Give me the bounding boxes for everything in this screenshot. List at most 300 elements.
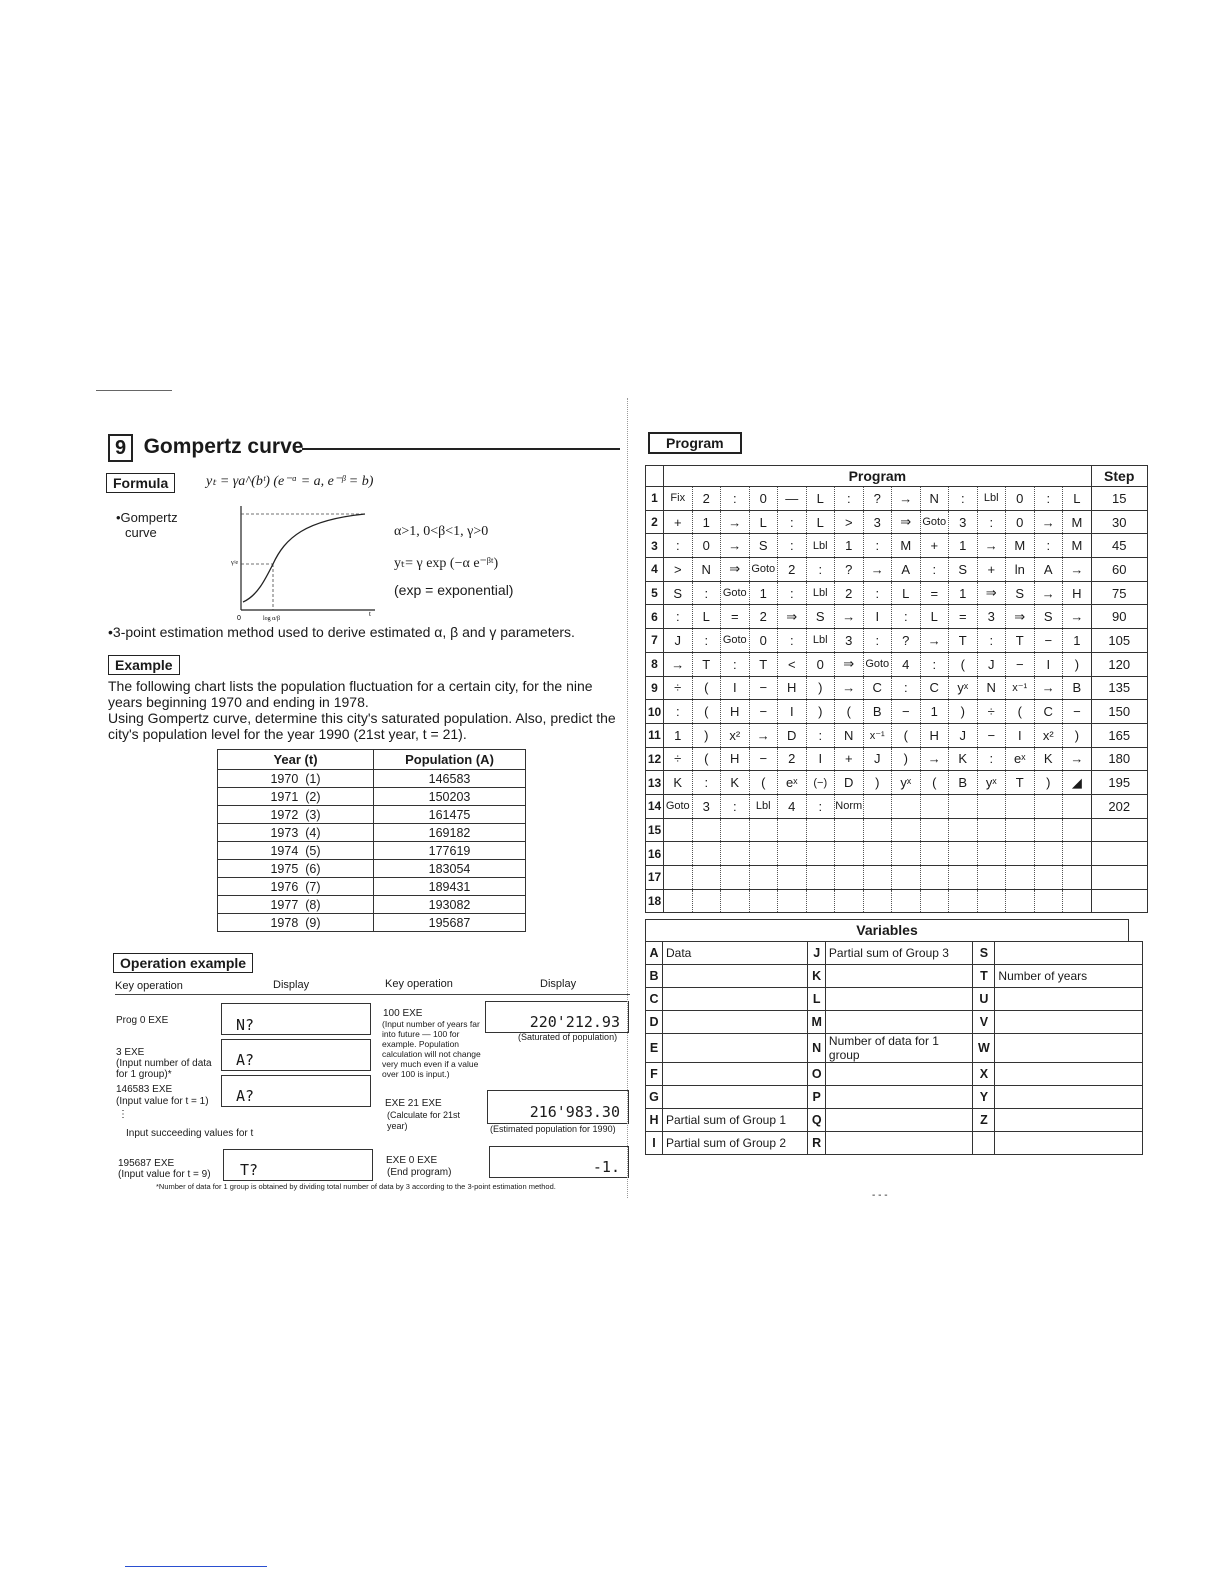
program-cell: J <box>977 652 1006 676</box>
program-table <box>645 465 1148 913</box>
program-cell: N <box>920 487 949 511</box>
program-cell: − <box>892 700 921 724</box>
program-cell: : <box>1034 487 1063 511</box>
program-cell <box>1034 818 1063 842</box>
pop-cell-population: 183054 <box>374 860 526 878</box>
program-cell <box>977 842 1006 866</box>
program-cell: : <box>721 652 750 676</box>
program-cell: − <box>977 723 1006 747</box>
program-cell <box>692 842 721 866</box>
program-cell <box>806 818 835 842</box>
program-cell: ) <box>1063 652 1092 676</box>
op-right-3-keys: EXE 0 EXE <box>386 1155 438 1166</box>
lcd-right-2-text: 216'983.30 <box>529 1103 620 1121</box>
program-cell: M <box>1006 534 1035 558</box>
pop-header-year: Year (t) <box>218 750 374 770</box>
pop-cell-year: 1978 (9) <box>218 914 374 932</box>
program-cell: M <box>1063 534 1092 558</box>
curve-caption-line-2: curve <box>125 525 157 540</box>
lcd-right-1-caption: (Saturated of population) <box>518 1032 618 1042</box>
program-cell: ( <box>692 700 721 724</box>
program-cell: 3 <box>949 510 978 534</box>
program-cell <box>1034 842 1063 866</box>
variable-letter: O <box>808 1063 825 1086</box>
program-cell <box>806 842 835 866</box>
program-cell <box>664 889 693 913</box>
program-row <box>646 676 1148 700</box>
pop-cell-population: 169182 <box>374 824 526 842</box>
program-cell: S <box>664 581 693 605</box>
pop-cell-year: 1977 (8) <box>218 896 374 914</box>
op-left-3-note: (Input value for t = 1) <box>116 1096 209 1107</box>
variable-description: Data <box>662 942 808 965</box>
program-cell: S <box>1034 605 1063 629</box>
program-cell <box>1063 889 1092 913</box>
program-cell <box>806 889 835 913</box>
program-row-number: 5 <box>646 581 664 605</box>
program-cell: Goto <box>721 629 750 653</box>
variable-row <box>646 965 1143 988</box>
lcd-left-4-text: T? <box>240 1161 259 1179</box>
program-row <box>646 510 1148 534</box>
program-cell <box>977 889 1006 913</box>
program-row-number: 12 <box>646 747 664 771</box>
variable-letter: B <box>646 965 663 988</box>
curve-axis-y-label: γ/e <box>231 560 238 566</box>
program-cell: → <box>920 629 949 653</box>
program-cell: K <box>664 771 693 795</box>
program-cell <box>1063 794 1092 818</box>
program-step: 202 <box>1091 794 1147 818</box>
variable-letter: L <box>808 988 825 1011</box>
pop-header-population: Population (A) <box>374 750 526 770</box>
operation-example-label: Operation example <box>113 953 253 973</box>
lcd-left-3 <box>221 1075 371 1107</box>
program-cell: Lbl <box>806 534 835 558</box>
col-key-operation-2: Key operation <box>385 978 453 990</box>
program-cell <box>920 866 949 890</box>
program-cell: ? <box>863 487 892 511</box>
program-cell: → <box>1034 581 1063 605</box>
program-cell: − <box>1006 652 1035 676</box>
col-key-operation-1: Key operation <box>115 980 183 992</box>
program-cell: ⇒ <box>977 581 1006 605</box>
program-cell <box>749 866 778 890</box>
program-cell: ln <box>1006 558 1035 582</box>
pop-row <box>218 860 526 878</box>
program-cell: ) <box>949 700 978 724</box>
program-cell: ( <box>692 676 721 700</box>
program-cell: : <box>977 510 1006 534</box>
program-row <box>646 558 1148 582</box>
pop-cell-year: 1971 (2) <box>218 788 374 806</box>
program-step: 180 <box>1091 747 1147 771</box>
lcd-right-3 <box>489 1146 629 1178</box>
program-cell <box>977 794 1006 818</box>
program-cell: ÷ <box>664 747 693 771</box>
program-cell: — <box>778 487 807 511</box>
program-cell: 3 <box>835 629 864 653</box>
program-cell: : <box>778 581 807 605</box>
variable-letter: U <box>973 988 995 1011</box>
program-cell: ⇒ <box>721 558 750 582</box>
program-cell: H <box>778 676 807 700</box>
program-cell: → <box>1034 510 1063 534</box>
program-row-number: 18 <box>646 889 664 913</box>
program-cell: Norm <box>835 794 864 818</box>
variable-description <box>825 1132 973 1155</box>
program-row-number: 3 <box>646 534 664 558</box>
program-cell: ◢ <box>1063 771 1092 795</box>
program-row-number: 9 <box>646 676 664 700</box>
program-cell: : <box>977 747 1006 771</box>
program-cell: ÷ <box>664 676 693 700</box>
program-cell: L <box>920 605 949 629</box>
variable-letter: G <box>646 1086 663 1109</box>
program-cell: ? <box>835 558 864 582</box>
op-left-4-note: (Input value for t = 9) <box>118 1169 211 1180</box>
program-cell: 1 <box>835 534 864 558</box>
program-cell: : <box>920 652 949 676</box>
variable-letter: V <box>973 1011 995 1034</box>
program-cell: : <box>863 581 892 605</box>
lcd-right-2 <box>487 1090 629 1124</box>
prog-header-program: Program <box>664 466 1092 487</box>
program-cell: Lbl <box>749 794 778 818</box>
program-cell: 2 <box>692 487 721 511</box>
program-cell: 0 <box>749 629 778 653</box>
program-cell: eˣ <box>1006 747 1035 771</box>
program-cell: → <box>721 510 750 534</box>
program-cell: → <box>1063 747 1092 771</box>
variable-letter: N <box>808 1034 825 1063</box>
program-cell: + <box>920 534 949 558</box>
program-cell <box>949 889 978 913</box>
variable-letter: E <box>646 1034 663 1063</box>
program-cell: : <box>664 534 693 558</box>
program-cell <box>721 842 750 866</box>
program-cell: L <box>806 510 835 534</box>
program-cell <box>778 818 807 842</box>
program-row <box>646 534 1148 558</box>
program-cell: : <box>692 771 721 795</box>
program-cell: → <box>835 676 864 700</box>
program-cell <box>892 818 921 842</box>
program-cell: 2 <box>835 581 864 605</box>
program-cell: T <box>1006 771 1035 795</box>
program-row <box>646 889 1148 913</box>
program-cell: J <box>949 723 978 747</box>
program-cell: 3 <box>863 510 892 534</box>
program-label: Program <box>648 432 742 454</box>
op-right-3-note: (End program) <box>387 1167 452 1178</box>
variable-description <box>995 1011 1143 1034</box>
pop-cell-year: 1974 (5) <box>218 842 374 860</box>
gompertz-curve-graph <box>225 498 385 626</box>
program-cell <box>749 842 778 866</box>
program-cell <box>664 818 693 842</box>
program-cell <box>1034 889 1063 913</box>
variable-description: Number of data for 1 group <box>825 1034 973 1063</box>
pop-row <box>218 788 526 806</box>
program-cell <box>806 866 835 890</box>
program-cell <box>863 866 892 890</box>
program-cell: : <box>863 629 892 653</box>
program-row-number: 13 <box>646 771 664 795</box>
program-cell: → <box>977 534 1006 558</box>
program-cell: I <box>721 676 750 700</box>
program-cell: B <box>1063 676 1092 700</box>
program-cell: : <box>692 581 721 605</box>
program-cell <box>892 794 921 818</box>
program-cell: ) <box>863 771 892 795</box>
program-cell <box>949 866 978 890</box>
op-right-1-keys: 100 EXE <box>383 1008 423 1019</box>
program-cell: → <box>920 747 949 771</box>
program-cell: I <box>1034 652 1063 676</box>
program-cell: > <box>664 558 693 582</box>
lcd-right-2-caption: (Estimated population for 1990) <box>490 1124 616 1134</box>
variable-letter: P <box>808 1086 825 1109</box>
curve-axis-x-label: log α/β <box>263 616 281 622</box>
variable-letter: F <box>646 1063 663 1086</box>
program-cell: 0 <box>806 652 835 676</box>
program-row <box>646 866 1148 890</box>
lcd-left-1-text: N? <box>236 1016 255 1034</box>
program-cell: + <box>835 747 864 771</box>
program-cell: H <box>721 747 750 771</box>
lcd-right-1 <box>485 1001 629 1033</box>
condition-1: α>1, 0<β<1, γ>0 <box>394 524 489 539</box>
col-display-1: Display <box>273 979 310 991</box>
program-cell: 1 <box>664 723 693 747</box>
variable-description <box>825 988 973 1011</box>
program-step: 75 <box>1091 581 1147 605</box>
program-cell: : <box>806 794 835 818</box>
program-cell: x⁻¹ <box>1006 676 1035 700</box>
variable-description <box>825 1011 973 1034</box>
program-cell: : <box>892 605 921 629</box>
variable-letter: Q <box>808 1109 825 1132</box>
variable-description <box>995 1063 1143 1086</box>
program-cell: → <box>664 652 693 676</box>
example-text-1: The following chart lists the population fluctuation for a certain city, for the nine years beginning 1970 and ending in 1978. <box>108 678 593 710</box>
program-cell: 0 <box>1006 487 1035 511</box>
program-step: 60 <box>1091 558 1147 582</box>
program-cell: : <box>664 605 693 629</box>
program-cell: T <box>692 652 721 676</box>
program-cell: T <box>949 629 978 653</box>
variable-description <box>662 1034 808 1063</box>
variable-description <box>662 1011 808 1034</box>
program-cell: N <box>977 676 1006 700</box>
curve-caption <box>116 510 178 540</box>
op-left-2-keys: 3 EXE <box>116 1047 145 1058</box>
variable-row <box>646 1132 1143 1155</box>
program-cell: A <box>892 558 921 582</box>
program-step: 150 <box>1091 700 1147 724</box>
variables-table <box>645 941 1143 1155</box>
program-row <box>646 771 1148 795</box>
program-cell: B <box>949 771 978 795</box>
pop-row <box>218 770 526 788</box>
variable-letter: T <box>973 965 995 988</box>
op-right-2-note: (Calculate for 21st year) <box>387 1110 461 1131</box>
program-cell: I <box>806 747 835 771</box>
program-cell: → <box>721 534 750 558</box>
program-cell: Goto <box>920 510 949 534</box>
program-cell <box>1006 818 1035 842</box>
program-cell: + <box>977 558 1006 582</box>
program-cell: − <box>749 700 778 724</box>
program-row-number: 1 <box>646 487 664 511</box>
variable-description: Partial sum of Group 1 <box>662 1109 808 1132</box>
program-cell: : <box>892 676 921 700</box>
program-cell: 1 <box>692 510 721 534</box>
bottom-dashes: ‐ ‐ ‐ <box>872 1190 888 1201</box>
program-cell: H <box>1063 581 1092 605</box>
program-cell <box>721 889 750 913</box>
example-label: Example <box>108 655 180 675</box>
program-cell: ) <box>1063 723 1092 747</box>
op-right-1-note: (Input number of years far into future — 100 for example. Population calculation will not change very much even if a value over 100 is input.) <box>382 1019 481 1079</box>
program-cell: 2 <box>749 605 778 629</box>
variable-letter: Z <box>973 1109 995 1132</box>
program-cell <box>1006 842 1035 866</box>
variable-letter: I <box>646 1132 663 1155</box>
program-step: 165 <box>1091 723 1147 747</box>
program-cell: yˣ <box>977 771 1006 795</box>
program-step: 90 <box>1091 605 1147 629</box>
program-cell: : <box>778 629 807 653</box>
variable-letter <box>973 1132 995 1155</box>
program-step: 30 <box>1091 510 1147 534</box>
program-row-number: 17 <box>646 866 664 890</box>
variable-letter: D <box>646 1011 663 1034</box>
variable-description: Number of years <box>995 965 1143 988</box>
pop-cell-population: 150203 <box>374 788 526 806</box>
program-cell: x² <box>1034 723 1063 747</box>
program-cell: ⇒ <box>1006 605 1035 629</box>
variable-letter: A <box>646 942 663 965</box>
program-row-number: 10 <box>646 700 664 724</box>
program-cell: H <box>920 723 949 747</box>
program-cell <box>778 889 807 913</box>
program-cell: L <box>1063 487 1092 511</box>
program-cell <box>863 889 892 913</box>
program-row-number: 16 <box>646 842 664 866</box>
program-cell: ) <box>806 700 835 724</box>
program-cell: 1 <box>949 581 978 605</box>
variable-row <box>646 1063 1143 1086</box>
program-cell: S <box>949 558 978 582</box>
program-cell: 3 <box>692 794 721 818</box>
pop-cell-population: 193082 <box>374 896 526 914</box>
program-cell <box>892 889 921 913</box>
op-left-3-keys: 146583 EXE <box>116 1084 173 1095</box>
variable-description <box>995 1109 1143 1132</box>
op-right-2-keys: EXE 21 EXE <box>385 1098 442 1109</box>
program-cell: ÷ <box>977 700 1006 724</box>
program-cell: yˣ <box>949 676 978 700</box>
program-cell <box>664 842 693 866</box>
program-row <box>646 723 1148 747</box>
program-cell <box>1006 889 1035 913</box>
bottom-link-rule <box>125 1566 267 1567</box>
formula-label: Formula <box>106 473 175 493</box>
program-cell: (−) <box>806 771 835 795</box>
lcd-left-1 <box>221 1003 371 1035</box>
program-cell: S <box>1006 581 1035 605</box>
heading-rule <box>302 448 620 450</box>
footnote: *Number of data for 1 group is obtained by dividing total number of data by 3 according to the 3-point estimation method. <box>156 1182 556 1191</box>
program-cell: → <box>863 558 892 582</box>
program-step <box>1091 889 1147 913</box>
lcd-right-1-text: 220'212.93 <box>529 1013 620 1031</box>
program-cell: : <box>863 534 892 558</box>
section-heading <box>108 434 303 462</box>
program-row-number: 7 <box>646 629 664 653</box>
program-cell: ) <box>892 747 921 771</box>
program-cell <box>778 866 807 890</box>
program-row-number: 6 <box>646 605 664 629</box>
program-cell: S <box>806 605 835 629</box>
program-cell: Lbl <box>977 487 1006 511</box>
program-row <box>646 794 1148 818</box>
program-row <box>646 700 1148 724</box>
variable-description <box>662 988 808 1011</box>
program-cell: − <box>749 747 778 771</box>
program-cell: ( <box>920 771 949 795</box>
variable-description <box>662 965 808 988</box>
program-cell: I <box>863 605 892 629</box>
program-cell: Goto <box>863 652 892 676</box>
program-cell: : <box>949 487 978 511</box>
variable-letter: K <box>808 965 825 988</box>
pop-cell-population: 177619 <box>374 842 526 860</box>
program-cell <box>863 794 892 818</box>
program-cell: − <box>749 676 778 700</box>
program-cell <box>977 866 1006 890</box>
program-cell: ( <box>835 700 864 724</box>
program-cell: T <box>749 652 778 676</box>
program-cell: I <box>778 700 807 724</box>
pop-row <box>218 896 526 914</box>
lcd-left-2 <box>221 1039 371 1071</box>
program-cell: : <box>920 558 949 582</box>
program-cell: ⇒ <box>892 510 921 534</box>
program-cell: A <box>1034 558 1063 582</box>
variable-letter: C <box>646 988 663 1011</box>
program-cell: : <box>806 558 835 582</box>
program-step <box>1091 842 1147 866</box>
program-cell <box>1063 818 1092 842</box>
section-number: 9 <box>108 434 133 462</box>
op-left-1-keys: Prog 0 EXE <box>116 1015 169 1026</box>
program-row <box>646 818 1148 842</box>
program-cell <box>863 842 892 866</box>
program-cell: L <box>749 510 778 534</box>
variable-row <box>646 1011 1143 1034</box>
program-row-number: 8 <box>646 652 664 676</box>
variable-description <box>825 1086 973 1109</box>
variables-title: Variables <box>645 919 1129 941</box>
program-cell: I <box>1006 723 1035 747</box>
variable-description <box>995 942 1143 965</box>
program-row <box>646 629 1148 653</box>
program-cell: ( <box>892 723 921 747</box>
program-cell <box>749 889 778 913</box>
